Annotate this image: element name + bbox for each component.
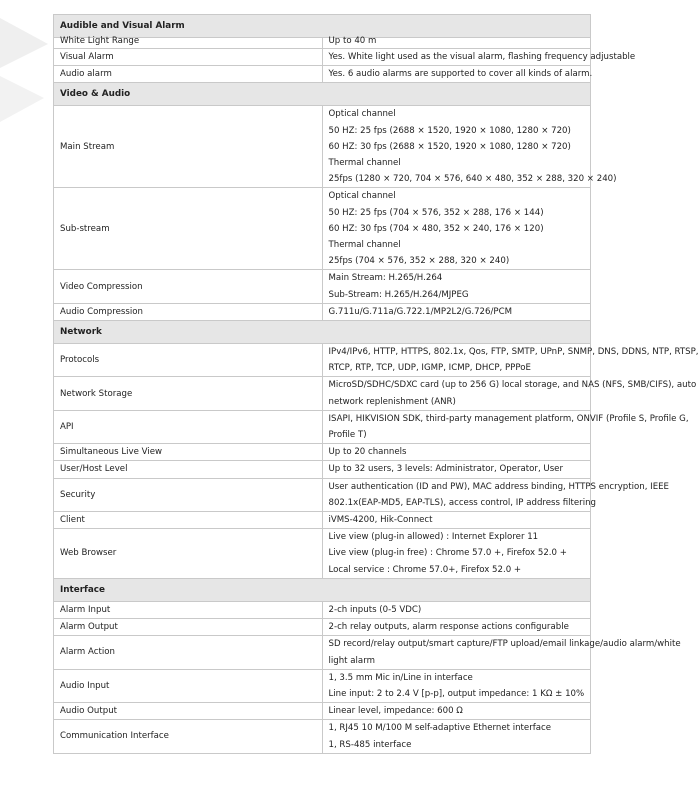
spec-value: [322, 601, 591, 618]
spec-value: [322, 66, 591, 83]
spec-value-line: Thermal channel: [328, 158, 401, 169]
spec-value-line: Up to 20 channels: [328, 447, 407, 458]
spec-label-text: User/Host Level: [60, 464, 128, 475]
spec-label: [54, 636, 323, 669]
spec-value: [322, 720, 591, 753]
spec-value: [322, 106, 617, 188]
spec-label: [54, 529, 323, 579]
spec-label: [54, 619, 323, 636]
spec-value-line: SD record/relay output/smart capture/FTP upload/email linkage/audio alarm/white: [328, 639, 681, 650]
spec-label: [54, 669, 323, 702]
spec-row: [54, 669, 591, 702]
spec-label-text: Alarm Action: [60, 647, 115, 658]
spec-value-line: Sub-Stream: H.265/H.264/MJPEG: [328, 289, 469, 300]
spec-value-line: light alarm: [328, 655, 375, 666]
spec-value-line: network replenishment (ANR): [328, 396, 456, 407]
watermark-logo: [0, 18, 54, 128]
spec-row: [54, 703, 591, 720]
spec-row: [54, 106, 591, 188]
spec-value-line: 25fps (1280 × 720, 704 × 576, 640 × 480, 352 × 288, 320 × 240): [328, 174, 617, 185]
spec-label-text: Protocols: [60, 355, 100, 366]
spec-value-line: iVMS-4200, Hik-Connect: [328, 515, 433, 526]
spec-row: [54, 410, 591, 443]
spec-label: [54, 106, 323, 188]
spec-label-text: Visual Alarm: [60, 52, 114, 62]
spec-row: [54, 529, 591, 579]
spec-value-line: 60 HZ: 30 fps (704 × 480, 352 × 240, 176 × 120): [328, 223, 544, 234]
spec-value-line: Yes. 6 audio alarms are supported to cover all kinds of alarm.: [328, 69, 593, 80]
spec-value-line: Main Stream: H.265/H.264: [328, 273, 443, 284]
spec-row: [54, 478, 591, 511]
spec-label-text: Alarm Input: [60, 604, 111, 615]
spec-label-text: Communication Interface: [60, 731, 169, 742]
section-title: Video & Audio: [54, 83, 591, 106]
spec-value-line: Line input: 2 to 2.4 V [p-p], output impedance: 1 KΩ ± 10%: [328, 688, 585, 699]
spec-row: [54, 461, 591, 478]
spec-label-text: White Light Range: [60, 36, 140, 46]
spec-label-text: Main Stream: [60, 141, 115, 152]
spec-row: [54, 444, 591, 461]
spec-value: [322, 377, 697, 410]
section-header: [54, 578, 591, 601]
section-header: [54, 15, 591, 38]
spec-row: [54, 344, 591, 377]
spec-label: [54, 49, 323, 66]
spec-label-text: Audio Compression: [60, 306, 143, 317]
spec-row: [54, 188, 591, 270]
spec-value-line: 50 HZ: 25 fps (2688 × 1520, 1920 × 1080, 1280 × 720): [328, 125, 571, 136]
spec-label: [54, 512, 323, 529]
spec-label-text: Security: [60, 489, 96, 500]
spec-row: [54, 49, 591, 66]
spec-value-line: Yes. White light used as the visual alarm, flashing frequency adjustable: [328, 52, 636, 62]
spec-label: [54, 410, 323, 443]
spec-row: [54, 66, 591, 83]
spec-value: [322, 410, 689, 443]
spec-value: [322, 444, 591, 461]
spec-row: [54, 601, 591, 618]
spec-value-line: 25fps (704 × 576, 352 × 288, 320 × 240): [328, 256, 510, 267]
spec-value: [322, 512, 591, 529]
spec-value-line: User authentication (ID and PW), MAC address binding, HTTPS encryption, IEEE: [328, 481, 669, 492]
spec-label: [54, 720, 323, 753]
section-title: Audible and Visual Alarm: [54, 15, 591, 38]
spec-row: [54, 303, 591, 320]
spec-value: [322, 669, 591, 702]
spec-value: [322, 49, 636, 66]
spec-row: [54, 512, 591, 529]
spec-value-line: Optical channel: [328, 109, 396, 120]
spec-value-line: Up to 32 users, 3 levels: Administrator, Operator, User: [328, 464, 563, 475]
spec-label-text: Network Storage: [60, 388, 133, 399]
spec-value-line: Live view (plug-in free) : Chrome 57.0 +, Firefox 52.0 +: [328, 548, 567, 559]
spec-row: [54, 636, 591, 669]
spec-value: [322, 303, 591, 320]
spec-label-text: Sub-stream: [60, 223, 110, 234]
spec-value-line: IPv4/IPv6, HTTP, HTTPS, 802.1x, Qos, FTP, SMTP, UPnP, SNMP, DNS, DDNS, NTP, RTSP,: [328, 347, 699, 358]
spec-value: [322, 38, 591, 49]
spec-row: [54, 720, 591, 753]
spec-label: [54, 377, 323, 410]
spec-label-text: Video Compression: [60, 281, 143, 292]
spec-label: [54, 303, 323, 320]
spec-value-line: 1, RS-485 interface: [328, 739, 412, 750]
spec-value-line: Profile T): [328, 430, 367, 441]
spec-value-line: 60 HZ: 30 fps (2688 × 1520, 1920 × 1080, 1280 × 720): [328, 141, 571, 152]
spec-label: [54, 703, 323, 720]
spec-label-text: API: [60, 421, 74, 432]
spec-value-line: Optical channel: [328, 191, 396, 202]
spec-table: [53, 14, 699, 754]
spec-value: [322, 461, 591, 478]
section-title: Network: [54, 321, 591, 344]
spec-value-line: RTCP, RTP, TCP, UDP, IGMP, ICMP, DHCP, PPPoE: [328, 363, 531, 374]
spec-value: [322, 619, 591, 636]
spec-value: [322, 636, 681, 669]
spec-value-line: Up to 40 m: [328, 36, 377, 46]
spec-label: [54, 344, 323, 377]
spec-label: [54, 444, 323, 461]
spec-label: [54, 478, 323, 511]
spec-row: [54, 619, 591, 636]
spec-value: [322, 188, 591, 270]
spec-label: [54, 601, 323, 618]
spec-label: [54, 188, 323, 270]
spec-value-line: Live view (plug-in allowed) : Internet Explorer 11: [328, 532, 539, 543]
spec-value: [322, 344, 699, 377]
section-header: [54, 321, 591, 344]
spec-label-text: Simultaneous Live View: [60, 447, 163, 458]
spec-label: [54, 38, 323, 49]
spec-row: [54, 38, 591, 49]
spec-value: [322, 529, 591, 579]
spec-label-text: Audio alarm: [60, 69, 112, 80]
spec-label-text: Audio Output: [60, 706, 118, 717]
spec-value-line: G.711u/G.711a/G.722.1/MP2L2/G.726/PCM: [328, 306, 512, 317]
spec-value-line: 2-ch relay outputs, alarm response actions configurable: [328, 622, 569, 633]
spec-value: [322, 703, 591, 720]
spec-value-line: 1, RJ45 10 M/100 M self-adaptive Ethernet interface: [328, 723, 552, 734]
spec-value-line: 50 HZ: 25 fps (704 × 576, 352 × 288, 176 × 144): [328, 207, 544, 218]
section-title: Interface: [54, 578, 591, 601]
spec-label: [54, 66, 323, 83]
spec-value: [322, 270, 591, 303]
spec-label-text: Alarm Output: [60, 622, 118, 633]
spec-value-line: ISAPI, HIKVISION SDK, third-party management platform, ONVIF (Profile S, Profile G,: [328, 413, 689, 424]
spec-label-text: Web Browser: [60, 548, 117, 559]
spec-label: [54, 270, 323, 303]
spec-value-line: 802.1x(EAP-MD5, EAP-TLS), access control, IP address filtering: [328, 497, 596, 508]
spec-value-line: MicroSD/SDHC/SDXC card (up to 256 G) local storage, and NAS (NFS, SMB/CIFS), auto: [328, 380, 697, 391]
spec-row: [54, 270, 591, 303]
spec-value-line: Linear level, impedance: 600 Ω: [328, 706, 463, 717]
spec-label-text: Audio Input: [60, 680, 110, 691]
spec-value: [322, 478, 669, 511]
section-header: [54, 83, 591, 106]
spec-label: [54, 461, 323, 478]
spec-value-line: Thermal channel: [328, 240, 401, 251]
spec-value-line: Local service : Chrome 57.0+, Firefox 52.0 +: [328, 564, 522, 575]
spec-row: [54, 377, 591, 410]
spec-value-line: 2-ch inputs (0-5 VDC): [328, 604, 422, 615]
spec-label-text: Client: [60, 515, 85, 526]
spec-value-line: 1, 3.5 mm Mic in/Line in interface: [328, 672, 473, 683]
